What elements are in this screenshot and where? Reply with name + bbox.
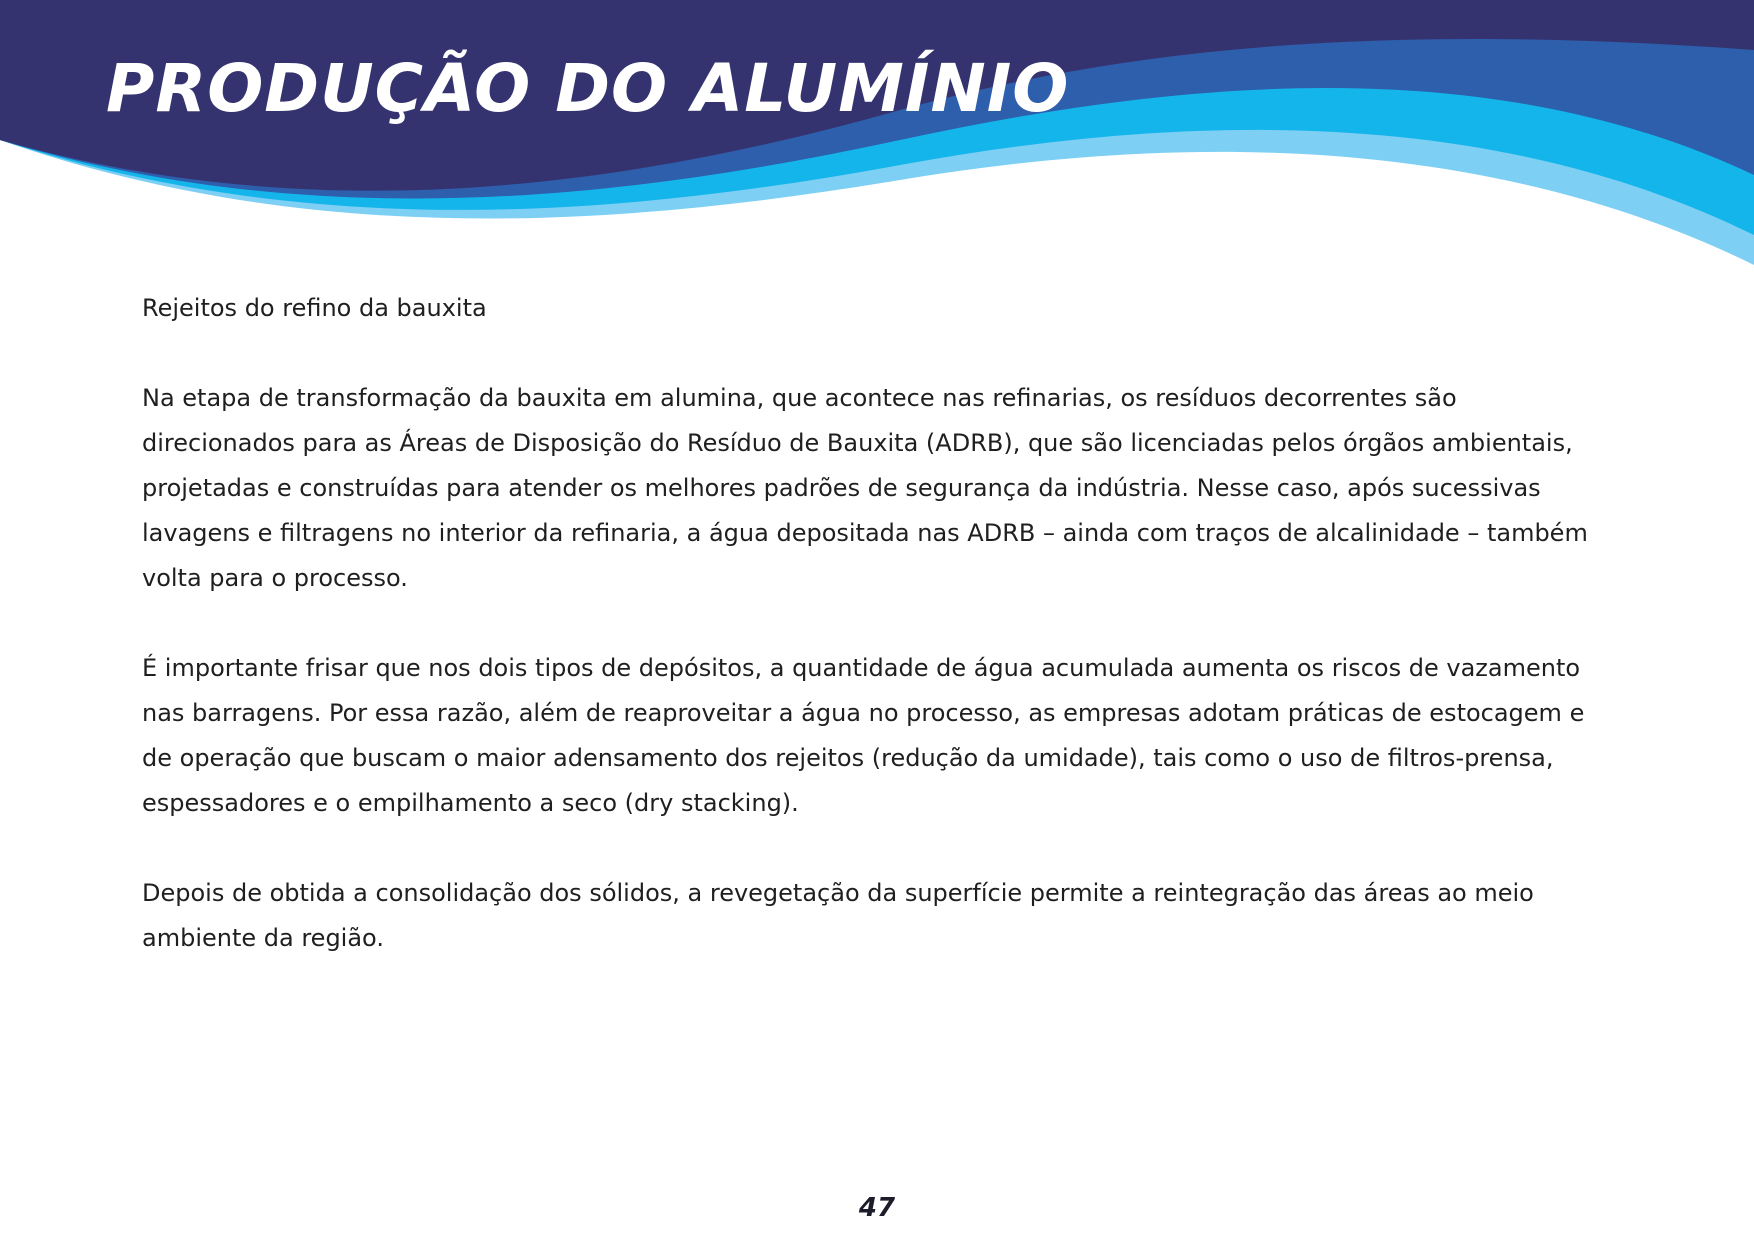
document-body <box>142 286 1592 961</box>
page-title: PRODUÇÃO DO ALUMÍNIO <box>106 50 1070 127</box>
header-wave-banner <box>0 0 1754 280</box>
paragraph-3: Depois de obtida a consolidação dos sólidos, a revegetação da superfície permite a reintegração das áreas ao meio ambiente da região. <box>142 879 1534 952</box>
section-heading: Rejeitos do refino da bauxita <box>142 294 487 322</box>
page-number: 47 <box>858 1193 896 1223</box>
paragraph-2: É importante frisar que nos dois tipos de depósitos, a quantidade de água acumulada aumenta os riscos de vazamento nas barragens. Por essa razão, além de reaproveitar a água no processo, as empresas adotam práticas de estocagem e de operação que buscam o maior adensamento dos rejeitos (redução da umidade), tais como o uso de filtros-prensa, espessadores e o empilhamento a seco (dry stacking). <box>142 654 1585 817</box>
paragraph-1: Na etapa de transformação da bauxita em alumina, que acontece nas refinarias, os resíduos decorrentes são direcionados para as Áreas de Disposição do Resíduo de Bauxita (ADRB), que são licenciadas pelos órgãos ambientais, projetadas e construídas para atender os melhores padrões de segurança da indústria. Nesse caso, após sucessivas lavagens e filtragens no interior da refinaria, a água depositada nas ADRB – ainda com traços de alcalinidade – também volta para o processo. <box>142 384 1588 592</box>
